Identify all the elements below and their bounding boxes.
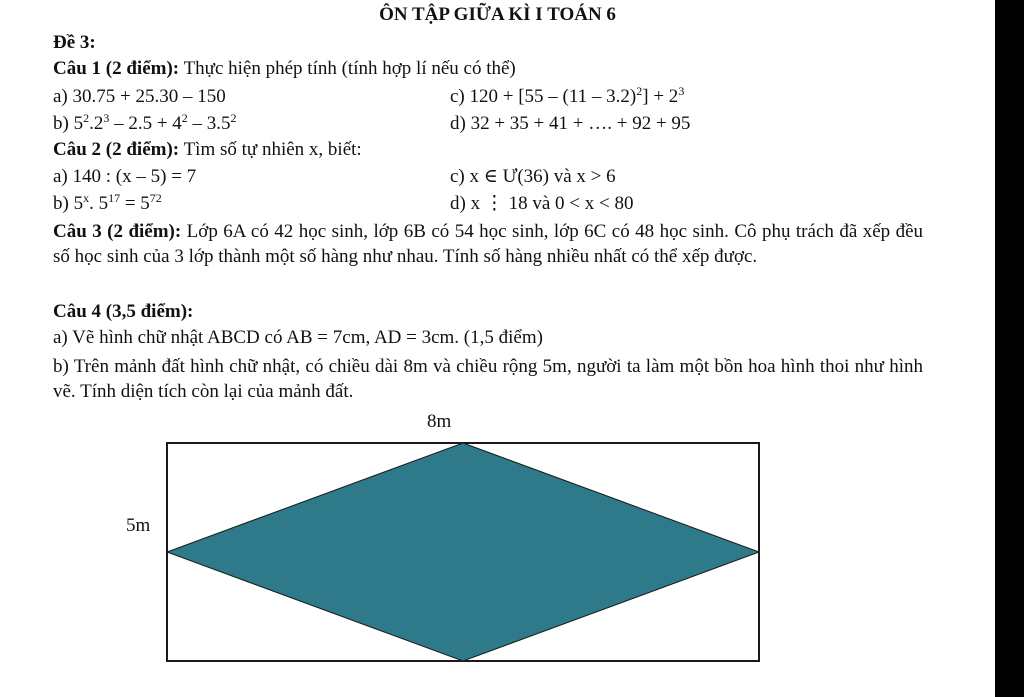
q2-c-label: c) [450,166,465,187]
q2-b-label: b) [53,193,69,214]
q2-heading: Câu 2 (2 điểm): [53,139,180,160]
figure-width-label: 5m [126,515,151,536]
q2-d-expr: x ⋮ 18 và 0 < x < 80 [470,193,634,214]
q3-heading: Câu 3 (2 điểm): [53,221,182,242]
q4-heading: Câu 4 (3,5 điểm): [53,301,194,322]
q1-prompt: Thực hiện phép tính (tính hợp lí nếu có thể) [183,58,516,79]
q2-prompt: Tìm số tự nhiên x, biết: [183,139,362,160]
q2-a-expr: 140 : (x – 5) = 7 [72,166,197,187]
q1-b-label: b) [53,113,69,134]
q2-d-label: d) [450,193,466,214]
page-title: ÔN TẬP GIỮA KÌ I TOÁN 6 [379,4,616,25]
q3-text: Lớp 6A có 42 học sinh, lớp 6B có 54 học sinh, lớp 6C có 48 học sinh. Cô phụ trách đã xếp đều số học sinh của 3 lớp thành một số hàng như nhau. Tính số hàng nhiều nhất có thể xếp được. [53,221,924,267]
figure-length-label: 8m [427,411,452,432]
q1-b-expr: $5^2.2^3 - 2.5 + 4^2 - 3.5^2$ [73,111,237,134]
q1-d-label: d) [450,113,466,134]
q1-d-expr: 32 + 35 + 41 + …. + 92 + 95 [470,113,691,134]
q1-c-label: c) [450,86,465,107]
q4-b-text: b) Trên mảnh đất hình chữ nhật, có chiều dài 8m và chiều rộng 5m, người ta làm một bồn hoa hình thoi như hình vẽ. Tính diện tích còn lại của mảnh đất. [53,356,923,402]
q1-heading: Câu 1 (2 điểm): [53,58,180,79]
q4-a-text: a) Vẽ hình chữ nhật ABCD có AB = 7cm, AD = 3cm. (1,5 điểm) [53,327,543,348]
q1-a-expr: 30.75 + 25.30 – 150 [72,86,226,107]
q2-a-label: a) [53,166,68,187]
exam-label: Đề 3: [53,32,96,53]
q1-a-label: a) [53,86,68,107]
q2-c-expr: x ∈ Ư(36) và x > 6 [469,166,616,187]
q1-c-expr: $120 + [55 - (11 - 3.2)^2] + 2^3$ [469,84,685,107]
q2-b-expr: 5$^x$. $5^{17} = 5^{72}$ [73,191,162,214]
